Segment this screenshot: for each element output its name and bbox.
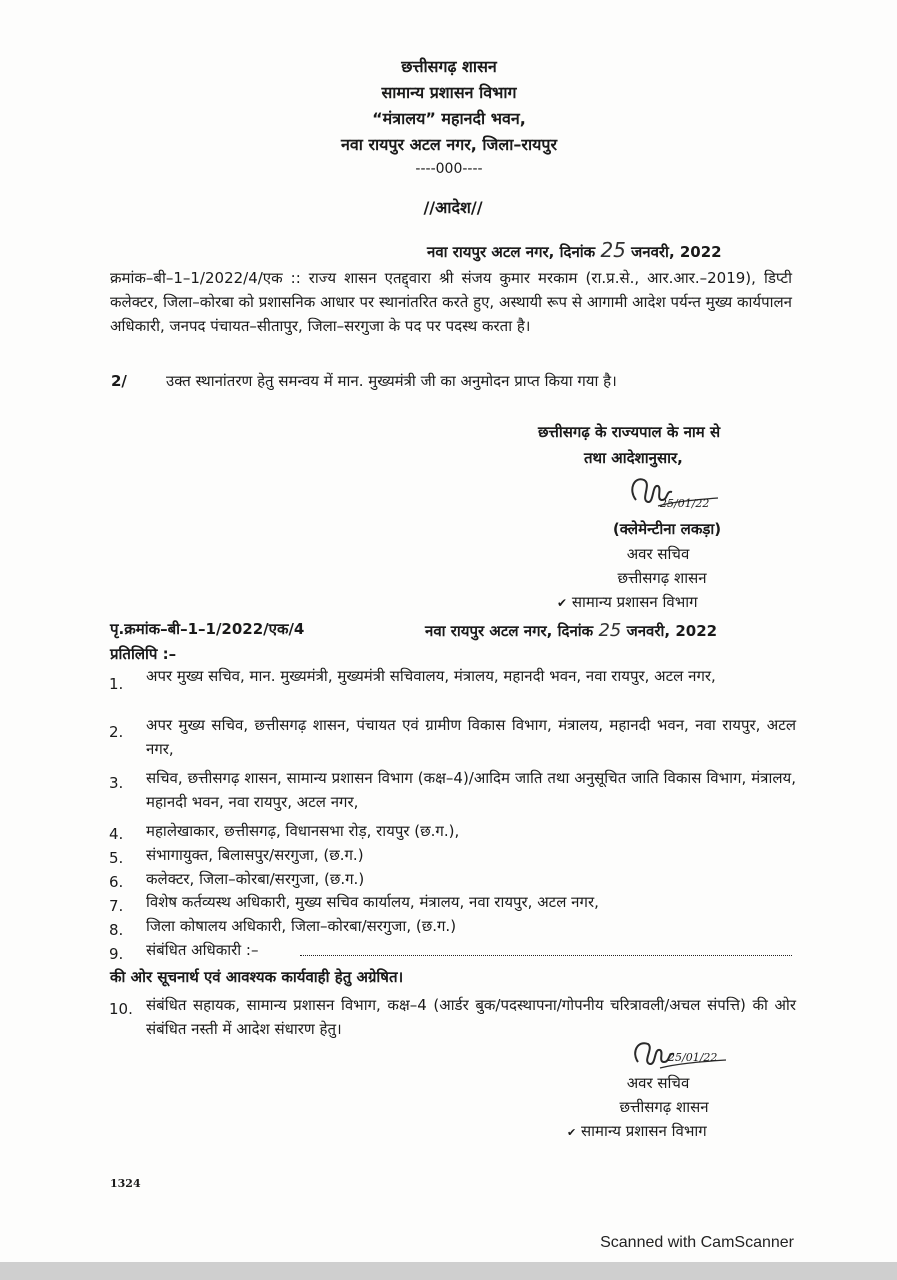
- order-body: क्रमांक–बी–1–1/2022/4/एक :: राज्य शासन एतद्द्वारा श्री संजय कुमार मरकाम (रा.प्र.से., आर.आर.–2019), डिप्टी कलेक्टर, जिला–कोरबा को प्रशासनिक आधार पर स्थानांतरित करते हुए, अस्थायी रूप से आगामी आदेश पर्यन्त मुख्य कार्यपालन अधिकारी, जनपद पंचायत–सीतापुर, जिला–सरगुजा के पद पर पदस्थ करता है।: [110, 269, 792, 335]
- copy-item-6-number: 6.: [109, 873, 124, 891]
- item-10-number: 10.: [109, 1000, 133, 1018]
- signature-2-dept-text: सामान्य प्रशासन विभाग: [581, 1122, 707, 1140]
- authority-line1: छत्तीसगढ़ के राज्यपाल के नाम से: [538, 423, 721, 441]
- signature-2-org: छत्तीसगढ़ शासन: [619, 1098, 709, 1116]
- copy-item-5-number: 5.: [109, 849, 124, 867]
- signature-1-designation: अवर सचिव: [626, 545, 690, 563]
- order-title: //आदेश//: [423, 198, 483, 217]
- copy-reference: पृ.क्रमांक–बी–1–1/2022/एक/4: [110, 620, 305, 638]
- signature-1-dept: [557, 593, 698, 611]
- header-government: छत्तीसगढ़ शासन: [401, 57, 497, 76]
- order-date: [427, 238, 722, 262]
- point2-number: 2/: [111, 372, 127, 390]
- copy-item-5-text: संभागायुक्त, बिलासपुर/सरगुजा, (छ.ग.): [146, 846, 364, 864]
- order-date-suffix: जनवरी, 2022: [631, 243, 722, 261]
- signature-2-designation: अवर सचिव: [626, 1074, 690, 1092]
- item-10-text: संबंधित सहायक, सामान्य प्रशासन विभाग, कक्ष–4 (आर्डर बुक/पदस्थापना/गोपनीय चरित्रावली/अचल संपत्ति) की ओर संबंधित नस्ती में आदेश संधारण हेतु।: [146, 996, 796, 1038]
- header-department: सामान्य प्रशासन विभाग: [381, 83, 517, 102]
- authority-line2: तथा आदेशानुसार,: [584, 449, 683, 467]
- signature-1-org: छत्तीसगढ़ शासन: [617, 569, 707, 587]
- tick-mark-icon: ✔: [557, 596, 568, 610]
- page-number: 1324: [110, 1177, 141, 1190]
- header-address: नवा रायपुर अटल नगर, जिला–रायपुर: [340, 135, 558, 154]
- copy-item-7-text: विशेष कर्तव्यस्थ अधिकारी, मुख्य सचिव कार्यालय, मंत्रालय, नवा रायपुर, अटल नगर,: [146, 893, 599, 911]
- order-date-day: 25: [600, 238, 626, 262]
- copy-date-prefix: नवा रायपुर अटल नगर, दिनांक: [425, 622, 594, 640]
- copy-item-1-number: 1.: [109, 675, 124, 693]
- copy-item-8-number: 8.: [109, 921, 124, 939]
- signature-2-date: 25/01/22: [668, 1051, 718, 1064]
- copy-item-9-text: संबंधित अधिकारी :–: [146, 941, 259, 959]
- copy-item-4-text: महालेखाकार, छत्तीसगढ़, विधानसभा रोड़, रायपुर (छ.ग.),: [146, 822, 460, 840]
- point2-text: उक्त स्थानांतरण हेतु समन्वय में मान. मुख्यमंत्री जी का अनुमोदन प्राप्त किया गया है।: [166, 372, 617, 390]
- header-divider: ----000----: [415, 161, 483, 177]
- copy-date-suffix: जनवरी, 2022: [626, 622, 718, 640]
- scanner-watermark: Scanned with CamScanner: [600, 1234, 794, 1251]
- order-date-prefix: नवा रायपुर अटल नगर, दिनांक: [427, 243, 596, 261]
- signature-1-name: (क्लेमेन्टीना लकड़ा): [612, 520, 722, 538]
- signature-1-date: 25/01/22: [660, 497, 710, 510]
- header-building: “मंत्रालय” महानदी भवन,: [372, 109, 526, 128]
- dotted-line: [300, 955, 792, 956]
- signature-2-dept: [567, 1122, 707, 1140]
- copy-item-2-number: 2.: [109, 723, 124, 741]
- signature-1-dept-text: सामान्य प्रशासन विभाग: [571, 593, 698, 611]
- copy-label: प्रतिलिपि :–: [110, 645, 177, 663]
- copy-item-3-number: 3.: [109, 774, 124, 792]
- copy-date: [425, 620, 717, 642]
- copy-item-2-text: अपर मुख्य सचिव, छत्तीसगढ़ शासन, पंचायत एवं ग्रामीण विकास विभाग, मंत्रालय, महानदी भवन, नवा रायपुर, अटल नगर,: [146, 716, 796, 758]
- copy-item-6-text: कलेक्टर, जिला–कोरबा/सरगुजा, (छ.ग.): [146, 870, 365, 888]
- copy-item-1-text: अपर मुख्य सचिव, मान. मुख्यमंत्री, मुख्यमंत्री सचिवालय, मंत्रालय, महानदी भवन, नवा रायपुर, अटल नगर,: [146, 667, 716, 685]
- copy-item-4-number: 4.: [109, 825, 124, 843]
- forward-note: की ओर सूचनार्थ एवं आवश्यक कार्यवाही हेतु अग्रेषित।: [110, 968, 404, 986]
- tick-mark-icon: ✔: [567, 1126, 577, 1139]
- copy-item-9-number: 9.: [109, 945, 124, 963]
- copy-date-day: 25: [598, 620, 622, 641]
- copy-item-7-number: 7.: [109, 897, 124, 915]
- copy-item-8-text: जिला कोषालय अधिकारी, जिला–कोरबा/सरगुजा, (छ.ग.): [146, 917, 457, 935]
- bottom-bar: [0, 1262, 897, 1280]
- copy-item-3-text: सचिव, छत्तीसगढ़ शासन, सामान्य प्रशासन विभाग (कक्ष–4)/आदिम जाति तथा अनुसूचित जाति विकास विभाग, मंत्रालय, महानदी भवन, नवा रायपुर, अटल नगर,: [146, 769, 796, 811]
